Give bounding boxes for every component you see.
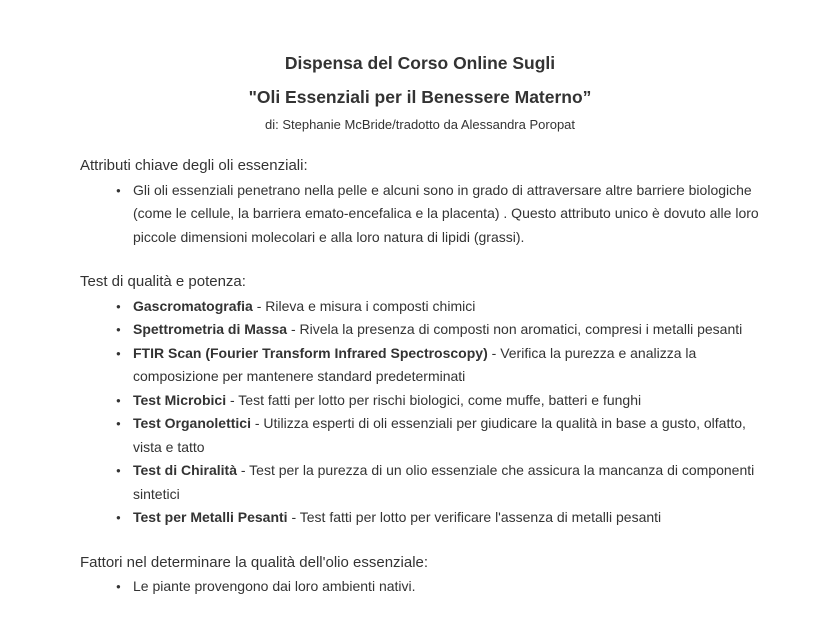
bullet-text: Le piante provengono dai loro ambienti nativi. [133,578,416,594]
bullet-term: Spettrometria di Massa [133,321,288,337]
bullet-list [80,575,760,599]
document-byline: di: Stephanie McBride/tradotto da Alessandra Poropat [264,117,576,132]
bullet-text: - Test fatti per lotto per verificare l'assenza di metalli pesanti [287,509,662,525]
bullet-term: Test Microbici [133,391,227,408]
bullet-item [80,179,760,250]
bullet-text: - Test per la purezza di un olio essenziale che assicura la mancanza di componenti sintetici [133,462,755,502]
document-title-line-1: Dispensa del Corso Online Sugli [284,53,556,73]
bullet-item [80,412,760,459]
bullet-item [80,506,760,530]
bullet-term: Test per Metalli Pesanti [133,509,288,525]
bullet-text: - Utilizza esperti di oli essenziali per giudicare la qualità in base a gusto, olfatto, vista e tatto [133,415,746,455]
section [80,551,760,599]
bullet-text: - Verifica la purezza e analizza la composizione per mantenere standard predeterminati [133,344,697,384]
document-header [80,46,760,136]
bullet-list [80,179,760,250]
section [80,270,760,530]
bullet-text: - Rileva e misura i composti chimici [252,297,476,314]
document-sections [80,154,760,599]
bullet-item [80,389,760,413]
bullet-item [80,342,760,389]
bullet-term: Test Organolettici [133,415,251,431]
bullet-term: Gascromatografia [133,297,253,314]
bullet-text: - Rivela la presenza di composti non aromatici, compresi i metalli pesanti [287,321,743,337]
bullet-term: Test di Chiralità [133,462,237,478]
bullet-term: FTIR Scan (Fourier Transform Infrared Spectroscopy) [133,344,488,361]
section-heading: Test di qualità e potenza: [80,273,246,290]
document-title-line-2: "Oli Essenziali per il Benessere Materno” [248,87,592,107]
section [80,154,760,249]
bullet-text: Gli oli essenziali penetrano nella pelle e alcuni sono in grado di attraversare altre barriere biologiche (come le cellule, la barriera emato-encefalica e la placenta) . Questo attributo unico è dovuto alle loro piccole dimensioni molecolari e alla loro natura di lipidi (grassi). [133,181,759,245]
bullet-item [80,318,760,342]
section-heading: Fattori nel determinare la qualità dell'olio essenziale: [80,553,429,571]
bullet-item [80,459,760,506]
bullet-list [80,295,760,530]
bullet-item [80,295,760,319]
bullet-item [80,575,760,599]
section-heading: Attributi chiave degli oli essenziali: [80,157,308,174]
bullet-text: - Test fatti per lotto per rischi biologici, come muffe, batteri e funghi [226,391,642,408]
